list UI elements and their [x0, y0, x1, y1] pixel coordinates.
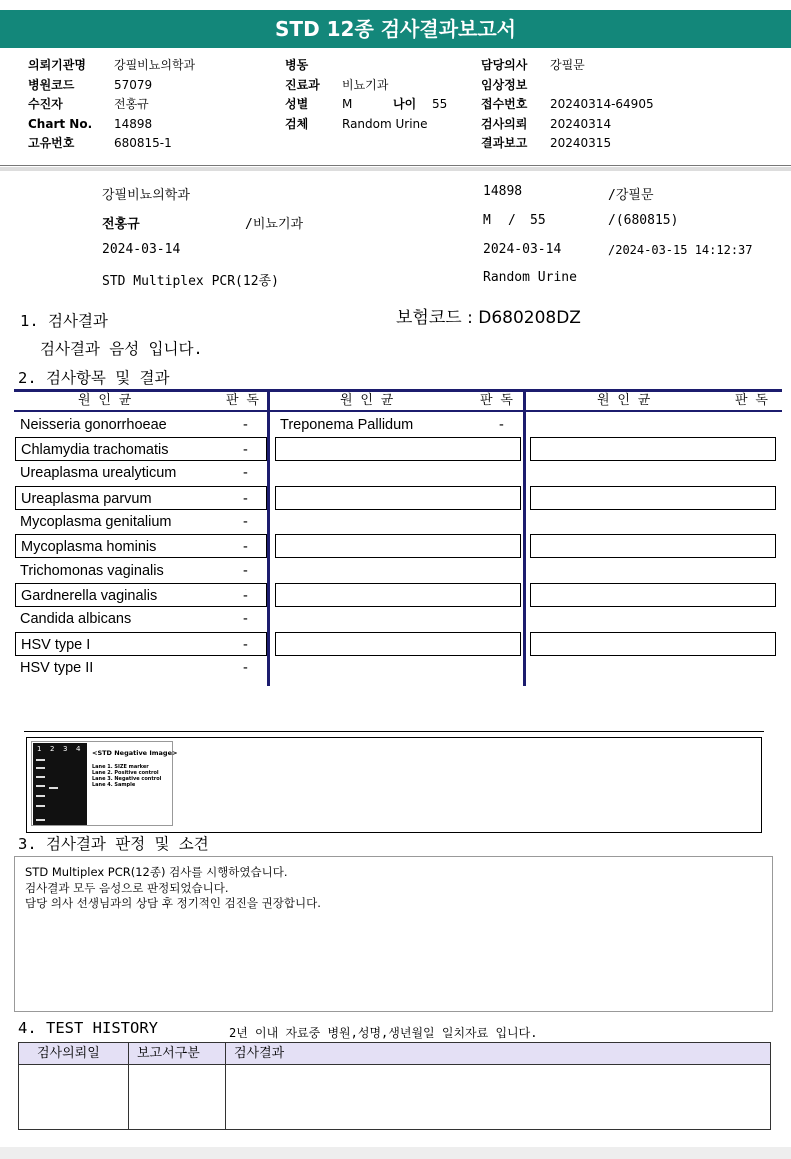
opinion-line: 검사결과 모두 음성으로 판정되었습니다.	[25, 880, 229, 895]
history-col-request-date: 검사의뢰일	[37, 1046, 100, 1061]
results-table-divider	[267, 389, 270, 686]
col-header-result: 판 독	[735, 393, 768, 408]
opinion-line: 담당 의사 선생님과의 상담 후 정기적인 검진을 권장합니다.	[25, 896, 321, 910]
summary-receive-date: 2024-03-14	[483, 242, 562, 257]
summary-sex: M	[483, 213, 491, 228]
header-value: 20240315	[550, 136, 612, 150]
gel-lane-label: 3	[63, 745, 68, 753]
pathogen-result: -	[243, 611, 248, 627]
header-row	[285, 115, 428, 135]
header-label: 결과보고	[481, 136, 528, 150]
page-footer	[0, 1147, 791, 1159]
pathogen-result: -	[243, 514, 248, 530]
header-label: 성별	[285, 97, 309, 111]
empty-result-cell	[275, 486, 521, 510]
header-value: 680815-1	[114, 136, 172, 150]
gel-lanes	[33, 743, 87, 825]
summary-patient: 전홍규	[102, 217, 140, 232]
header-label: 검체	[285, 116, 309, 131]
summary-doctor: /강필문	[608, 188, 654, 203]
pathogen-row	[15, 607, 267, 631]
header-value: 57079	[114, 77, 153, 92]
history-table	[18, 1042, 771, 1130]
results-table-header-rule	[14, 410, 782, 412]
pathogen-name: Chlamydia trachomatis	[21, 442, 169, 458]
header-value: 전홍규	[114, 97, 149, 111]
summary-dept: /비뇨기과	[245, 217, 304, 232]
gel-band	[36, 819, 45, 821]
pathogen-row	[15, 583, 267, 607]
summary-chart: 14898	[483, 184, 523, 199]
pathogen-name: Mycoplasma genitalium	[20, 514, 172, 530]
pathogen-result: -	[243, 563, 248, 579]
col-header-result: 판 독	[226, 393, 259, 408]
header-row	[28, 56, 196, 76]
pathogen-row	[15, 559, 267, 583]
empty-result-cell	[530, 486, 776, 510]
header-value: 강필문	[550, 58, 585, 72]
report-header	[0, 48, 791, 166]
header-row	[28, 115, 153, 135]
pathogen-name: Mycoplasma hominis	[21, 539, 157, 555]
pathogen-name: Gardnerella vaginalis	[21, 588, 158, 604]
empty-result-cell	[275, 437, 521, 461]
empty-result-cell	[275, 534, 521, 558]
section-1-result: 검사결과 음성 입니다.	[40, 340, 203, 358]
pathogen-result: -	[243, 660, 248, 676]
header-row	[28, 95, 149, 115]
gel-legend-item: Lane 1. SIZE marker	[92, 764, 149, 770]
pathogen-result: -	[243, 491, 248, 507]
pathogen-name: Treponema Pallidum	[280, 417, 414, 433]
gel-legend-item: Lane 3. Negative control	[92, 776, 162, 782]
gel-divider	[24, 731, 764, 732]
header-label: 병원코드	[28, 77, 75, 92]
history-col-divider	[225, 1043, 226, 1129]
summary-specimen: Random Urine	[483, 270, 577, 285]
header-label: 진료과	[285, 77, 320, 92]
summary-age: 55	[530, 213, 546, 228]
report-title: STD 12종 검사결과보고서	[0, 10, 791, 48]
history-col-result: 검사결과	[234, 1046, 285, 1061]
header-row	[481, 76, 527, 96]
gel-lane-label: 4	[76, 745, 81, 753]
pathogen-row	[15, 656, 267, 680]
summary-birth: /(680815)	[608, 213, 679, 228]
header-row	[481, 95, 654, 115]
header-row	[285, 76, 389, 96]
gel-band	[36, 767, 45, 769]
empty-result-cell	[530, 437, 776, 461]
pathogen-result: -	[243, 417, 248, 433]
gel-electrophoresis-image	[31, 741, 178, 826]
pathogen-result: -	[243, 465, 248, 481]
gel-caption: <STD Negative Image>	[92, 749, 178, 757]
opinion-box	[14, 856, 773, 1012]
pathogen-name: Ureaplasma parvum	[21, 491, 152, 507]
gel-band	[36, 805, 45, 807]
gel-legend-item: Lane 2. Positive control	[92, 770, 159, 776]
header-label: 고유번호	[28, 136, 75, 150]
gel-legend-item: Lane 4. Sample	[92, 782, 136, 788]
summary-clinic: 강필비뇨의학과	[102, 188, 190, 203]
header-value: M	[342, 97, 353, 111]
pathogen-name: Candida albicans	[20, 611, 132, 627]
header-row	[28, 134, 172, 154]
section-1-title: 1. 검사결과	[20, 312, 108, 330]
history-table-header	[19, 1043, 770, 1065]
header-row	[285, 95, 448, 115]
empty-result-cell	[530, 534, 776, 558]
pathogen-name: Trichomonas vaginalis	[20, 563, 164, 579]
age-label: 나이	[393, 97, 417, 111]
insurance-code: 보험코드 : D680208DZ	[396, 308, 581, 328]
header-label: 의뢰기관명	[28, 58, 86, 72]
gel-band	[49, 787, 58, 789]
header-row	[481, 134, 612, 154]
header-value: 14898	[114, 116, 153, 131]
col-header-result: 판 독	[480, 393, 513, 408]
opinion-line: STD Multiplex PCR(12종) 검사를 시행하였습니다.	[25, 865, 288, 879]
header-value: 20240314-64905	[550, 97, 654, 111]
pathogen-row	[275, 413, 521, 437]
gel-lane-label: 2	[50, 745, 55, 753]
header-row	[285, 56, 320, 76]
header-row	[481, 56, 585, 76]
pathogen-name: HSV type I	[21, 637, 91, 653]
pathogen-name: Neisseria gonorrhoeae	[20, 417, 167, 433]
pathogen-row	[15, 413, 267, 437]
header-value: 20240314	[550, 116, 612, 131]
gel-band	[36, 795, 45, 797]
header-col-2	[285, 56, 448, 134]
pathogen-result: -	[243, 442, 248, 458]
pathogen-row	[15, 510, 267, 534]
pathogen-result: -	[243, 539, 248, 555]
results-table-divider	[523, 389, 526, 686]
pathogen-row	[15, 486, 267, 510]
header-col-1	[28, 56, 196, 154]
gel-band	[36, 785, 45, 787]
section-3-title: 3. 검사결과 판정 및 소견	[18, 835, 209, 853]
age-value: 55	[432, 97, 448, 111]
empty-result-cell	[275, 583, 521, 607]
header-label: 수진자	[28, 97, 63, 111]
pathogen-name: HSV type II	[20, 660, 94, 676]
header-row	[28, 76, 153, 96]
empty-result-cell	[530, 632, 776, 656]
pathogen-row	[15, 534, 267, 558]
gel-image-section	[24, 731, 764, 833]
col-header-pathogen: 원 인 균	[597, 393, 651, 408]
pathogen-result: -	[499, 417, 504, 433]
gel-band	[36, 776, 45, 778]
history-col-report-type: 보고서구분	[137, 1046, 200, 1061]
empty-result-cell	[530, 583, 776, 607]
pathogen-row	[15, 632, 267, 656]
pathogen-result: -	[243, 637, 248, 653]
header-value: 강필비뇨의학과	[114, 58, 196, 72]
empty-result-cell	[275, 632, 521, 656]
section-4-title: 4. TEST HISTORY	[18, 1019, 158, 1037]
header-label: 접수번호	[481, 97, 528, 111]
gel-lane-label: 1	[37, 745, 42, 753]
header-label: 담당의사	[481, 58, 528, 72]
header-label: Chart No.	[28, 116, 93, 131]
col-header-pathogen: 원 인 균	[78, 393, 132, 408]
summary-report-datetime: /2024-03-15 14:12:37	[608, 243, 753, 257]
header-label: 임상정보	[481, 77, 528, 92]
header-value: Random Urine	[342, 116, 428, 131]
gel-band	[36, 759, 45, 761]
header-label: 검사의뢰	[481, 116, 528, 131]
pathogen-row	[15, 437, 267, 461]
history-col-divider	[128, 1043, 129, 1129]
pathogen-result: -	[243, 588, 248, 604]
col-header-pathogen: 원 인 균	[340, 393, 394, 408]
header-label: 병동	[285, 58, 309, 72]
header-divider	[0, 167, 791, 171]
pathogen-row	[15, 461, 267, 485]
summary-sex-sep: /	[508, 213, 516, 228]
section-2-title: 2. 검사항목 및 결과	[18, 369, 170, 387]
header-value: 비뇨기과	[342, 77, 389, 92]
header-col-3	[481, 56, 654, 154]
header-row	[481, 115, 612, 135]
summary-request-date: 2024-03-14	[102, 242, 181, 257]
pathogen-name: Ureaplasma urealyticum	[20, 465, 177, 481]
summary-test-name: STD Multiplex PCR(12종)	[102, 274, 279, 289]
history-note: 2년 이내 자료중 병원,성명,생년월일 일치자료 입니다.	[229, 1026, 538, 1040]
